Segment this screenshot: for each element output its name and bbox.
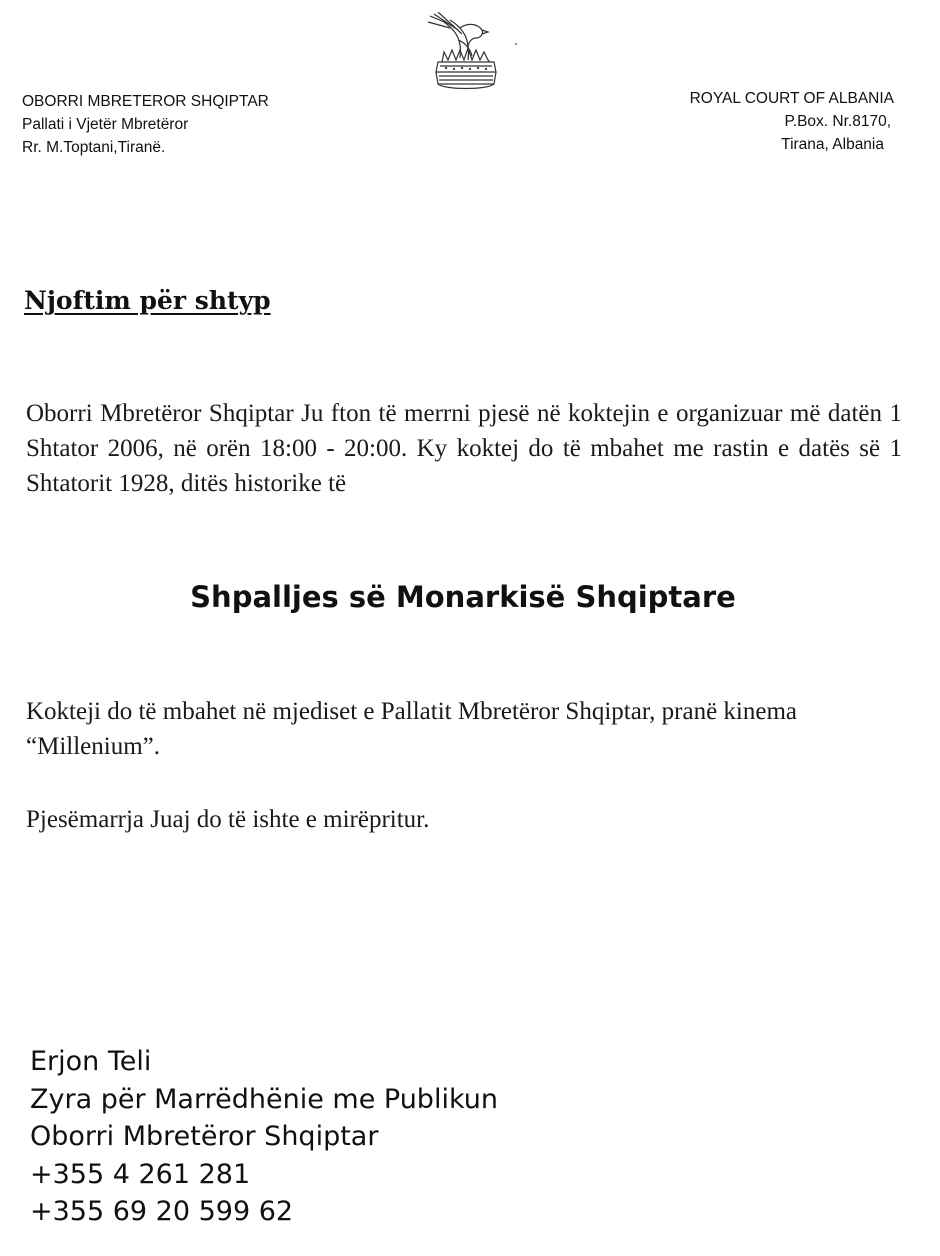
letterhead-right-line: ROYAL COURT OF ALBANIA [689, 90, 894, 107]
venue-paragraph: Kokteji do të mbahet në mjediset e Pallatit Mbretëror Shqiptar, pranë kinema “Millenium”. [26, 698, 797, 760]
event-heading: Shpalljes së Monarkisë Shqiptare [190, 580, 736, 614]
document-title: Njoftim për shtyp [24, 286, 271, 315]
letterhead-left-line: Pallati i Vjetër Mbretëror [22, 116, 189, 133]
phone-number: +355 4 261 281 [30, 1158, 251, 1190]
intro-paragraph: Oborri Mbretëror Shqiptar Ju fton të merrni pjesë në koktejin e organizuar më datën 1 Shtator 2006, në orën 18:00 - 20:00. Ky koktej do të mbahet me rastin e datës së 1 Shtatorit 1928, ditës historike të [26, 400, 902, 497]
letterhead-right-line: Tirana, Albania [781, 136, 884, 153]
phone-number: +355 69 20 599 62 [30, 1196, 294, 1227]
closing-paragraph: Pjesëmarrja Juaj do të ishte e mirëpritur. [26, 806, 430, 833]
letterhead-left [22, 90, 269, 159]
letterhead-left-line: OBORRI MBRETEROR SHQIPTAR [22, 93, 269, 110]
letterhead-right-line: P.Box. Nr.8170, [784, 113, 891, 130]
signatory-organization: Oborri Mbretëror Shqiptar [30, 1121, 379, 1152]
signatory-office: Zyra për Marrëdhënie me Publikun [30, 1083, 498, 1115]
letterhead-left-line: Rr. M.Toptani,Tiranë. [22, 139, 166, 156]
signature-block [30, 1043, 498, 1231]
letterhead-right [690, 87, 894, 156]
signatory-name: Erjon Teli [30, 1046, 152, 1077]
royal-crest-icon [424, 12, 524, 96]
